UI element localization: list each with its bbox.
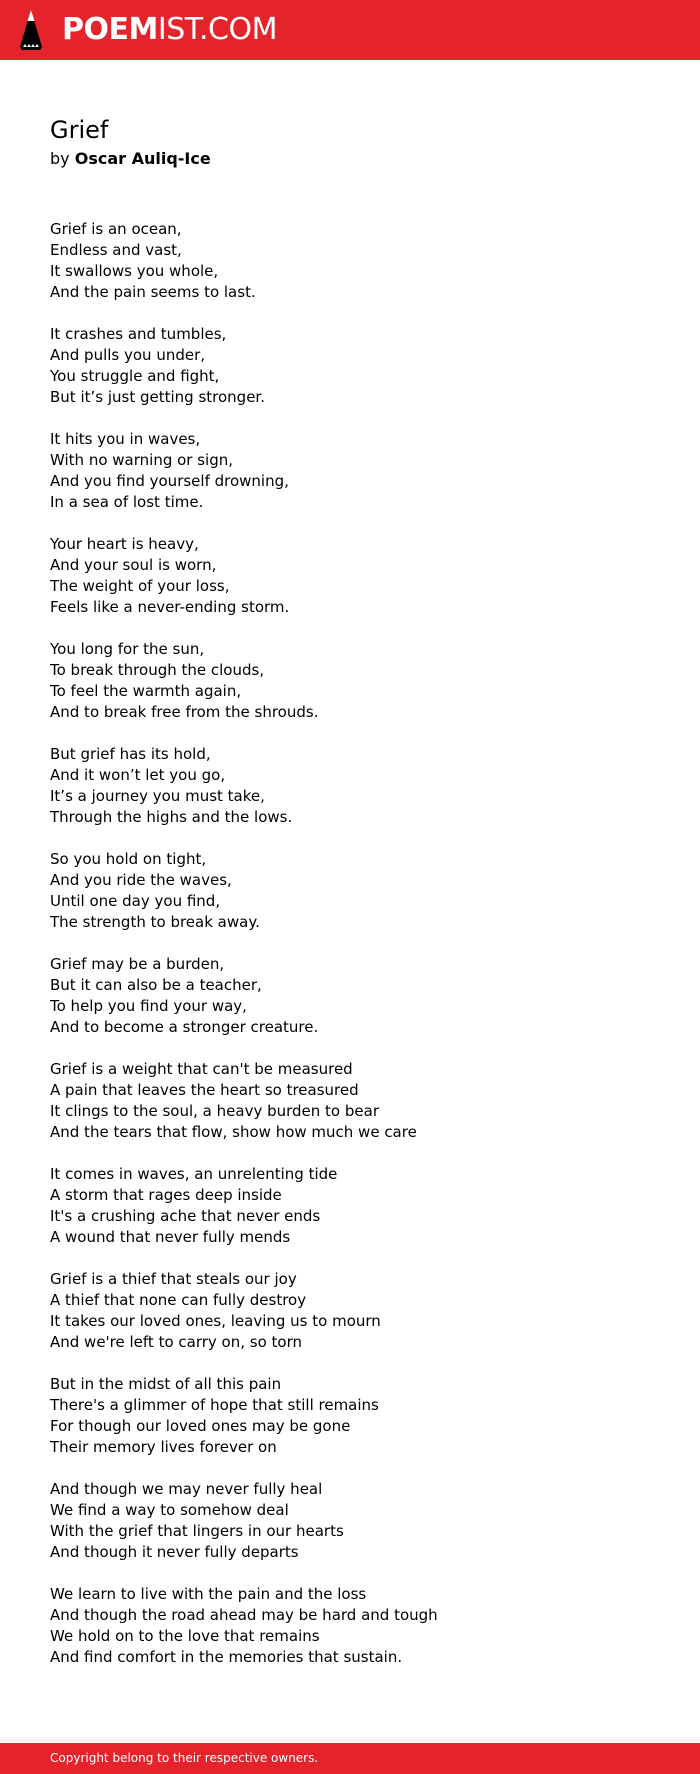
poem-line: And to break free from the shrouds. xyxy=(50,703,319,721)
poem-line: You struggle and fight, xyxy=(50,367,220,385)
poem-line: It takes our loved ones, leaving us to mourn xyxy=(50,1312,381,1330)
poem-line: In a sea of lost time. xyxy=(50,493,204,511)
poem-line: Grief is a weight that can't be measured xyxy=(50,1060,353,1078)
pencil-tip-icon[interactable] xyxy=(18,9,44,51)
poem-line: With the grief that lingers in our hearts xyxy=(50,1522,344,1540)
stanza xyxy=(50,1269,650,1353)
poem-line: Grief is a thief that steals our joy xyxy=(50,1270,297,1288)
poem-line: But in the midst of all this pain xyxy=(50,1375,282,1393)
poem-line: Their memory lives forever on xyxy=(50,1438,277,1456)
poem-line: And your soul is worn, xyxy=(50,556,217,574)
poem-line: It comes in waves, an unrelenting tide xyxy=(50,1165,338,1183)
poem-line: But it can also be a teacher, xyxy=(50,976,262,994)
poem-line: And we're left to carry on, so torn xyxy=(50,1333,303,1351)
poem-line: And you ride the waves, xyxy=(50,871,232,889)
poem-line: With no warning or sign, xyxy=(50,451,234,469)
poem-line: A pain that leaves the heart so treasured xyxy=(50,1081,359,1099)
poem-title: Grief xyxy=(50,116,109,144)
stanza xyxy=(50,429,650,513)
poem-line: Feels like a never-ending storm. xyxy=(50,598,290,616)
stanza xyxy=(50,849,650,933)
by-label: by xyxy=(50,149,70,168)
poem-line: It's a crushing ache that never ends xyxy=(50,1207,321,1225)
brand-light: IST.COM xyxy=(157,12,277,47)
poem-line: To feel the warmth again, xyxy=(50,682,242,700)
poem-line: A storm that rages deep inside xyxy=(50,1186,282,1204)
poem-line: And to become a stronger creature. xyxy=(50,1018,319,1036)
poem-line: We find a way to somehow deal xyxy=(50,1501,289,1519)
poem-line: We learn to live with the pain and the loss xyxy=(50,1585,367,1603)
poem-line: To break through the clouds, xyxy=(50,661,265,679)
brand-strong: POEM xyxy=(62,12,158,47)
stanza xyxy=(50,954,650,1038)
poem-line: But grief has its hold, xyxy=(50,745,211,763)
poem-line: We hold on to the love that remains xyxy=(50,1627,320,1645)
stanza xyxy=(50,1059,650,1143)
poem-line: Grief may be a burden, xyxy=(50,955,225,973)
stanza xyxy=(50,324,650,408)
site-header xyxy=(0,0,700,60)
stanza xyxy=(50,744,650,828)
poem-line: And you find yourself drowning, xyxy=(50,472,289,490)
poem-line: It hits you in waves, xyxy=(50,430,201,448)
stanza xyxy=(50,534,650,618)
poem-line: For though our loved ones may be gone xyxy=(50,1417,351,1435)
poem-line: And pulls you under, xyxy=(50,346,206,364)
stanza xyxy=(50,1479,650,1563)
poem-line: It clings to the soul, a heavy burden to bear xyxy=(50,1102,379,1120)
poem-line: It swallows you whole, xyxy=(50,262,219,280)
poem-line: And though we may never fully heal xyxy=(50,1480,323,1498)
poem-line: There's a glimmer of hope that still remains xyxy=(50,1396,379,1414)
poem-line: And though it never fully departs xyxy=(50,1543,299,1561)
poem-line: The weight of your loss, xyxy=(50,577,230,595)
stanza xyxy=(50,1164,650,1248)
site-footer xyxy=(0,1743,700,1774)
stanza xyxy=(50,219,650,303)
poem-line: Until one day you find, xyxy=(50,892,221,910)
poem-line: And the pain seems to last. xyxy=(50,283,256,301)
poem-line: Through the highs and the lows. xyxy=(50,808,293,826)
poem-line: And though the road ahead may be hard and tough xyxy=(50,1606,438,1624)
poem-line: And it won’t let you go, xyxy=(50,766,226,784)
poem-byline xyxy=(50,148,211,170)
poem-line: So you hold on tight, xyxy=(50,850,207,868)
stanza xyxy=(50,1374,650,1458)
poem-line: And find comfort in the memories that sustain. xyxy=(50,1648,403,1666)
poem-line: To help you find your way, xyxy=(50,997,247,1015)
stanza xyxy=(50,639,650,723)
site-logo-text[interactable] xyxy=(62,12,277,48)
stanza xyxy=(50,1584,650,1668)
poem-line: The strength to break away. xyxy=(50,913,260,931)
poem-line: And the tears that flow, show how much we care xyxy=(50,1123,417,1141)
poem-body xyxy=(50,219,650,1689)
poem-line: Endless and vast, xyxy=(50,241,182,259)
poem-line: It’s a journey you must take, xyxy=(50,787,265,805)
poem-line: A thief that none can fully destroy xyxy=(50,1291,307,1309)
poem-line: It crashes and tumbles, xyxy=(50,325,227,343)
author-name: Oscar Auliq-Ice xyxy=(74,149,211,168)
poem-line: A wound that never fully mends xyxy=(50,1228,291,1246)
poem-line: But it’s just getting stronger. xyxy=(50,388,265,406)
poem-line: Grief is an ocean, xyxy=(50,220,182,238)
poem-line: You long for the sun, xyxy=(50,640,205,658)
poem-line: Your heart is heavy, xyxy=(50,535,199,553)
copyright-text: Copyright belong to their respective owners. xyxy=(50,1751,319,1765)
